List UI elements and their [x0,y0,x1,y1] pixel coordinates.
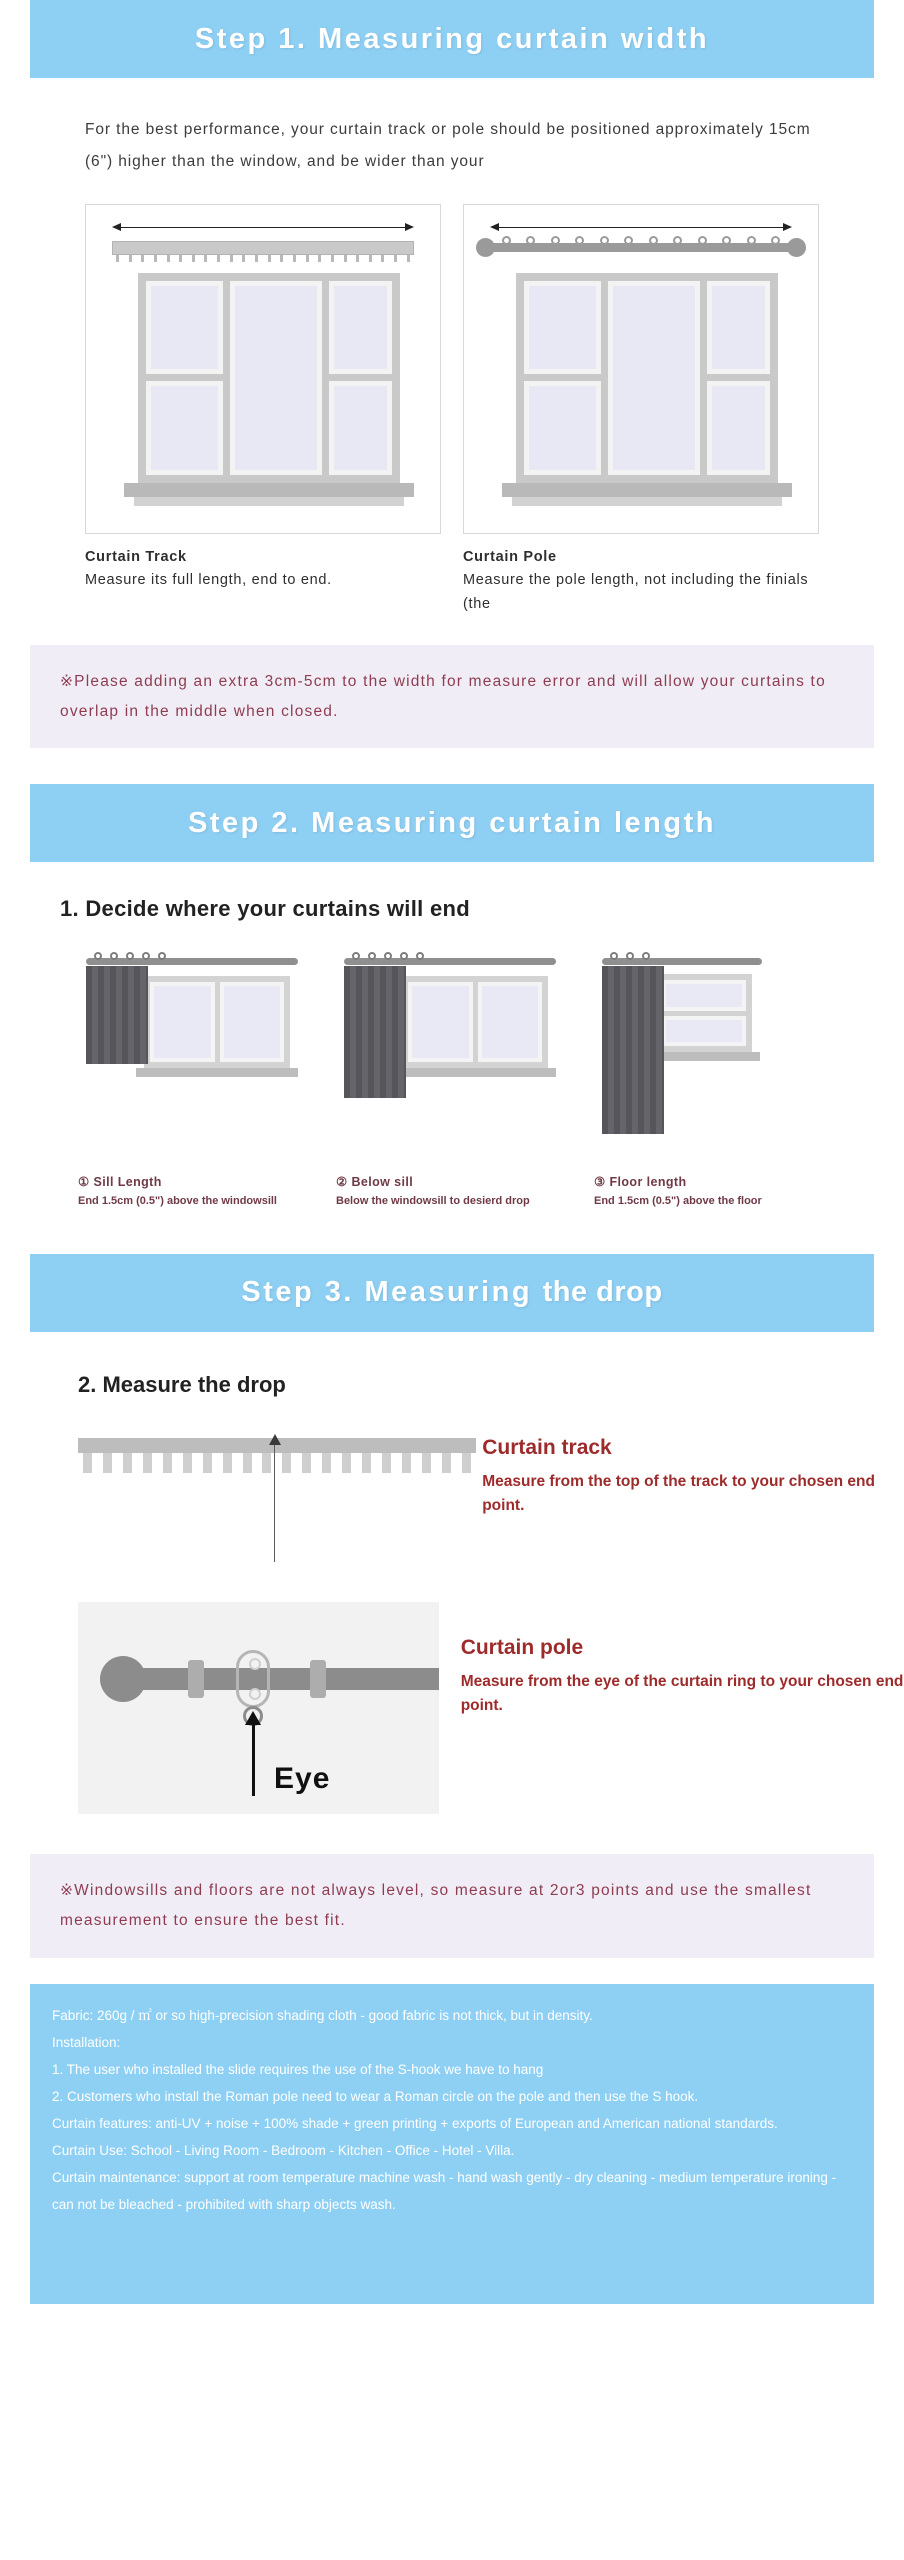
curtain-track-caption [85,546,441,594]
curtain-track-title: Curtain Track [85,548,187,565]
track-rail-icon [112,241,414,255]
curtain-track-drop-illustration [78,1424,460,1564]
curtain-pole-title: Curtain Pole [463,548,557,565]
product-details-footer [30,1984,874,2304]
option-below-sill [336,944,564,1210]
footer-line: Fabric: 260g / ㎡ or so high-precision shading cloth - good fabric is not thick, but in density. [52,2008,593,2024]
width-arrow-icon [120,227,406,228]
curtain-pole-drop-body: Measure from the eye of the curtain ring to your chosen end point. [460,1672,904,1715]
curtain-pole-text: Measure the pole length, not including the finials (the [463,572,809,613]
windowsill-icon [136,1068,298,1077]
curtain-track-drop-body: Measure from the top of the track to your chosen end point. [482,1472,875,1515]
windowsill-icon [124,483,414,497]
footer-line: 1. The user who installed the slide requires the use of the S-hook we have to hang [52,2062,544,2078]
footer-line: 2. Customers who install the Roman pole need to wear a Roman circle on the pole and then use the S hook. [52,2089,699,2105]
step2-banner [30,784,874,862]
pole-rings-icon [352,952,424,960]
footer-line: Installation: [52,2035,121,2051]
width-arrow-icon [498,227,784,228]
footer-line: Curtain features: anti-UV + noise + 100% shade + green printing + exports of European and American national standards. [52,2116,778,2132]
option-sill-length [78,944,306,1210]
step2-options-row [78,944,844,1210]
step3-banner-tail: the drop [542,1276,663,1309]
curtain-track-drop-block [78,1424,904,1564]
step1-banner-title: Step 1. Measuring curtain width [194,22,710,55]
step2-banner-title: Step 2. Measuring curtain length [188,806,716,839]
curtain-pole-caption [463,546,819,618]
eye-label: Eye [274,1761,331,1795]
curtain-pole-drop-text [461,1602,904,1720]
pole-rod-icon [118,1668,439,1690]
drop-measure-arrow-icon [252,1724,255,1796]
option-title: ② Below sill [336,1175,414,1190]
below-sill-illustration [336,944,564,1164]
curtain-track-drop-title: Curtain track [482,1435,612,1459]
option-floor-length [594,944,822,1210]
windowsill-icon [648,1052,760,1061]
curtain-panel-icon [86,966,148,1064]
step1-banner [30,0,874,78]
step1-note: ※Please adding an extra 3cm-5cm to the width for measure error and will allow your curtains to overlap in the middle when closed. [30,645,874,748]
track-hooks-icon [116,255,410,262]
curtain-pole-card [463,204,819,618]
windowsill-icon [502,483,792,497]
step3-banner [30,1254,874,1332]
window-frame-icon [656,974,752,1052]
track-hooks-icon [83,1453,471,1473]
windowsill-lower-icon [134,497,404,506]
step3-banner-title [241,1276,662,1309]
window-frame-icon [516,273,778,483]
step3-banner-main: Step 3. Measuring [241,1276,533,1309]
footer-line: Curtain maintenance: support at room temperature machine wash - hand wash gently - dry cleaning - medium temperature ironing - can not be bleached - prohibited with sharp objects wash. [52,2170,837,2213]
option-subtitle: End 1.5cm (0.5") above the windowsill [78,1195,277,1208]
pole-finial-left-icon [476,238,495,257]
step2-heading: 1. Decide where your curtains will end [60,896,470,922]
option-subtitle: End 1.5cm (0.5") above the floor [594,1195,762,1208]
pole-finial-icon [100,1656,146,1702]
windowsill-icon [394,1068,556,1077]
option-title: ③ Floor length [594,1175,687,1190]
option-subtitle: Below the windowsill to desierd drop [336,1195,530,1208]
curtain-ring-icon [236,1650,270,1708]
curtain-track-illustration [85,204,441,534]
pole-finial-right-icon [787,238,806,257]
window-frame-icon [144,976,290,1068]
curtain-panel-icon [344,966,406,1098]
pole-bracket-right-icon [310,1660,326,1698]
curtain-track-text: Measure its full length, end to end. [85,572,332,589]
pole-rings-icon [610,952,650,960]
floor-length-illustration [594,944,822,1164]
curtain-pole-illustration [463,204,819,534]
window-frame-icon [138,273,400,483]
step1-intro-text: For the best performance, your curtain track or pole should be positioned approximately 15cm (6") higher than the window, and be wider than your [85,121,811,170]
curtain-pole-drop-title: Curtain pole [460,1635,584,1659]
curtain-pole-drop-illustration [78,1602,439,1814]
step3-heading: 2. Measure the drop [78,1371,286,1397]
drop-measure-arrow-icon [274,1444,275,1562]
pole-rings-icon [94,952,166,960]
curtain-pole-drop-block [78,1602,904,1814]
option-title: ① Sill Length [78,1175,162,1190]
curtain-panel-icon [602,966,664,1134]
pole-bracket-left-icon [188,1660,204,1698]
pole-rings-icon [502,236,780,245]
step1-diagram-row [85,204,819,618]
step3-note: ※Windowsills and floors are not always level, so measure at 2or3 points and use the smallest measurement to ensure the best fit. [30,1854,874,1958]
curtain-track-drop-text [482,1424,904,1520]
footer-line: Curtain Use: School - Living Room - Bedroom - Kitchen - Office - Hotel - Villa. [52,2143,515,2159]
windowsill-lower-icon [512,497,782,506]
curtain-track-card [85,204,441,618]
sill-length-illustration [78,944,306,1164]
window-frame-icon [402,976,548,1068]
